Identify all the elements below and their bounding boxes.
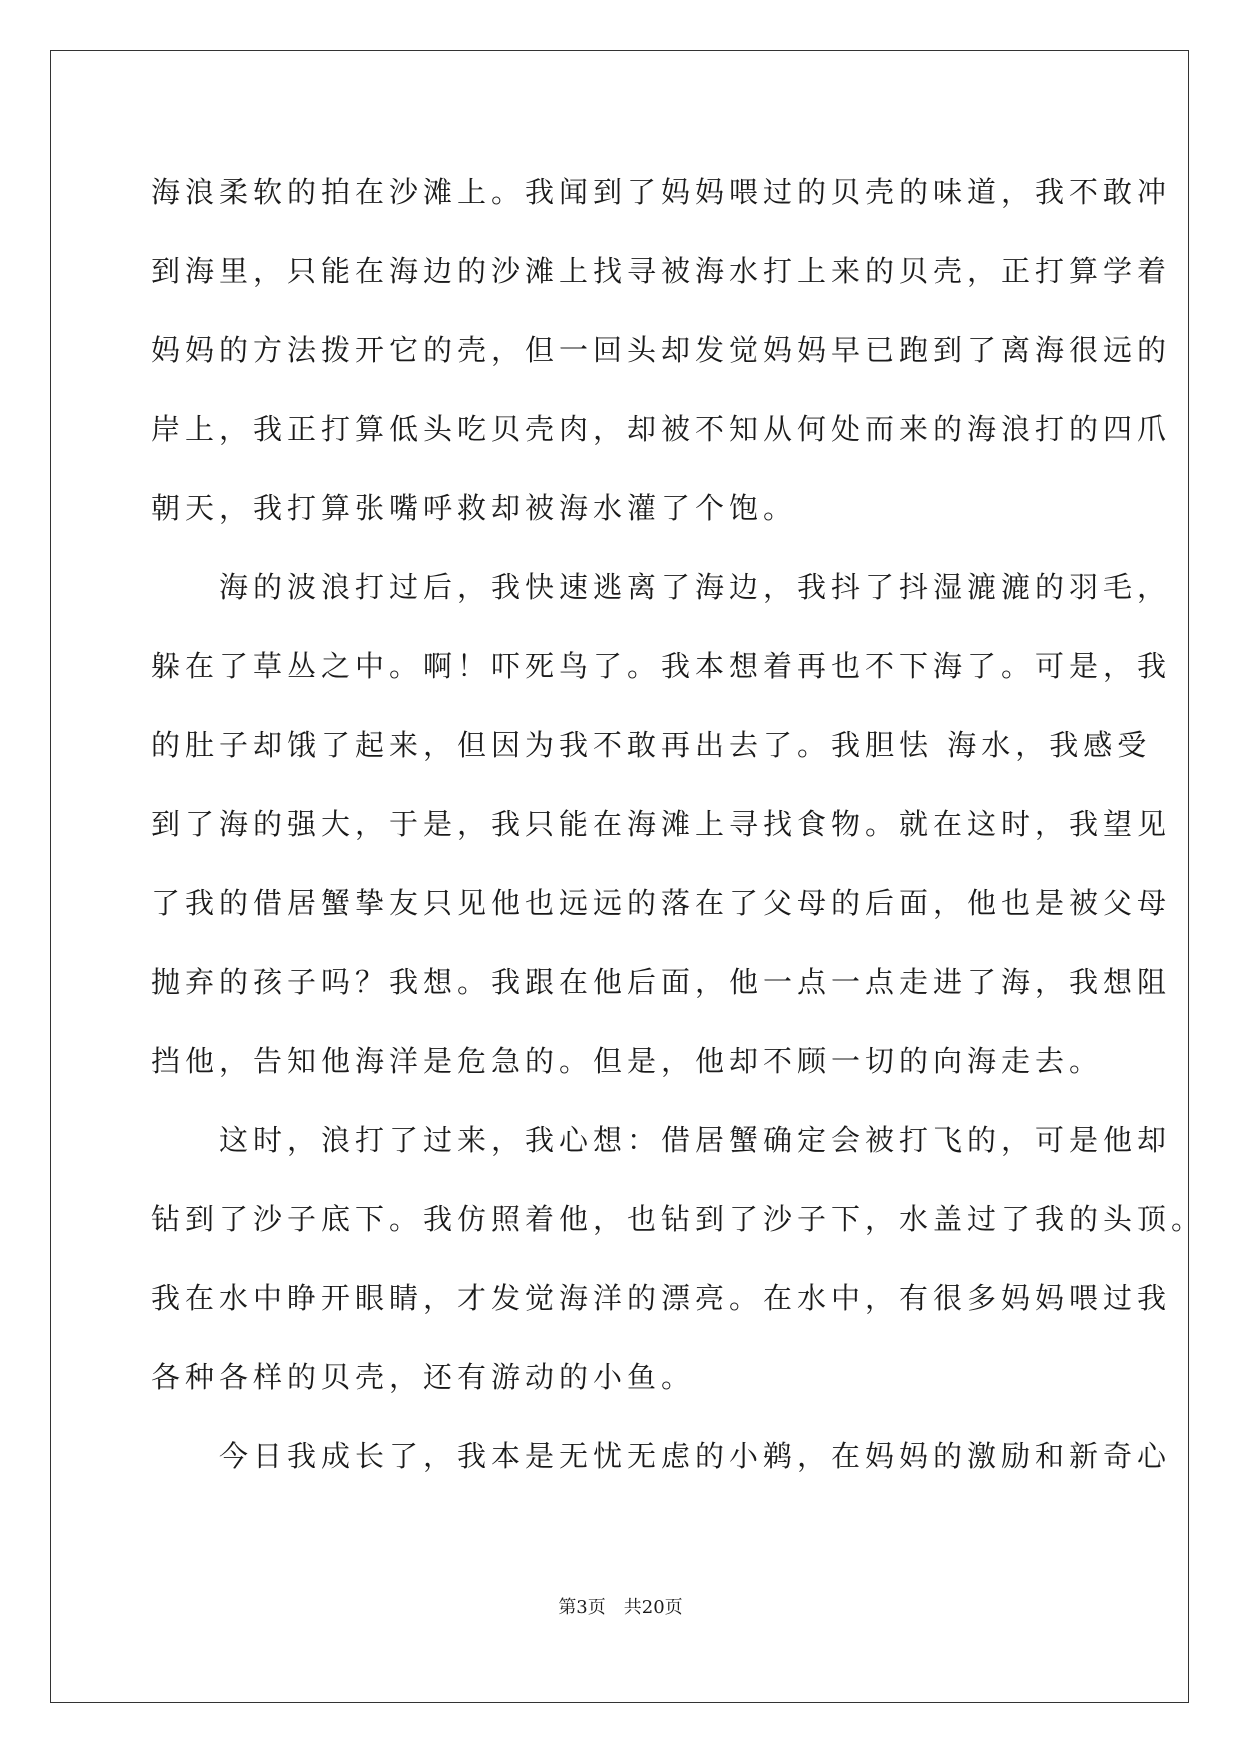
page-number: 第3页 bbox=[558, 1597, 606, 1618]
document-body bbox=[151, 153, 1206, 1496]
text-line: 抛弃的孩子吗？我想。我跟在他后面，他一点一点走进了海，我想阻 bbox=[151, 965, 1172, 999]
text-line: 挡他，告知他海洋是危急的。但是，他却不顾一切的向海走去。 bbox=[151, 1044, 1104, 1078]
page-footer bbox=[0, 1593, 1241, 1619]
text-line: 到了海的强大，于是，我只能在海滩上寻找食物。就在这时，我望见 bbox=[151, 807, 1172, 841]
text-line: 到海里，只能在海边的沙滩上找寻被海水打上来的贝壳，正打算学着 bbox=[151, 254, 1172, 288]
text-line: 躲在了草丛之中。啊！吓死鸟了。我本想着再也不下海了。可是，我 bbox=[151, 649, 1172, 683]
text-line: 妈妈的方法拨开它的壳，但一回头却发觉妈妈早已跑到了离海很远的 bbox=[151, 333, 1172, 367]
text-line: 朝天，我打算张嘴呼救却被海水灌了个饱。 bbox=[151, 491, 798, 525]
text-line: 海的波浪打过后，我快速逃离了海边，我抖了抖湿漉漉的羽毛， bbox=[151, 570, 1172, 604]
text-line: 各种各样的贝壳，还有游动的小鱼。 bbox=[151, 1360, 696, 1394]
text-line: 钻到了沙子底下。我仿照着他，也钻到了沙子下，水盖过了我的头顶。 bbox=[151, 1202, 1206, 1236]
text-line: 的肚子却饿了起来，但因为我不敢再出去了。我胆怯 海水，我感受 bbox=[151, 728, 1152, 762]
text-line: 这时，浪打了过来，我心想：借居蟹确定会被打飞的，可是他却 bbox=[151, 1123, 1172, 1157]
text-line: 海浪柔软的拍在沙滩上。我闻到了妈妈喂过的贝壳的味道，我不敢冲 bbox=[151, 175, 1172, 209]
text-line: 今日我成长了，我本是无忧无虑的小鹈，在妈妈的激励和新奇心 bbox=[151, 1439, 1172, 1473]
text-line: 了我的借居蟹挚友只见他也远远的落在了父母的后面，他也是被父母 bbox=[151, 886, 1172, 920]
text-line: 岸上，我正打算低头吃贝壳肉，却被不知从何处而来的海浪打的四爪 bbox=[151, 412, 1172, 446]
page-total: 共20页 bbox=[623, 1597, 683, 1618]
text-line: 我在水中睁开眼睛，才发觉海洋的漂亮。在水中，有很多妈妈喂过我 bbox=[151, 1281, 1172, 1315]
